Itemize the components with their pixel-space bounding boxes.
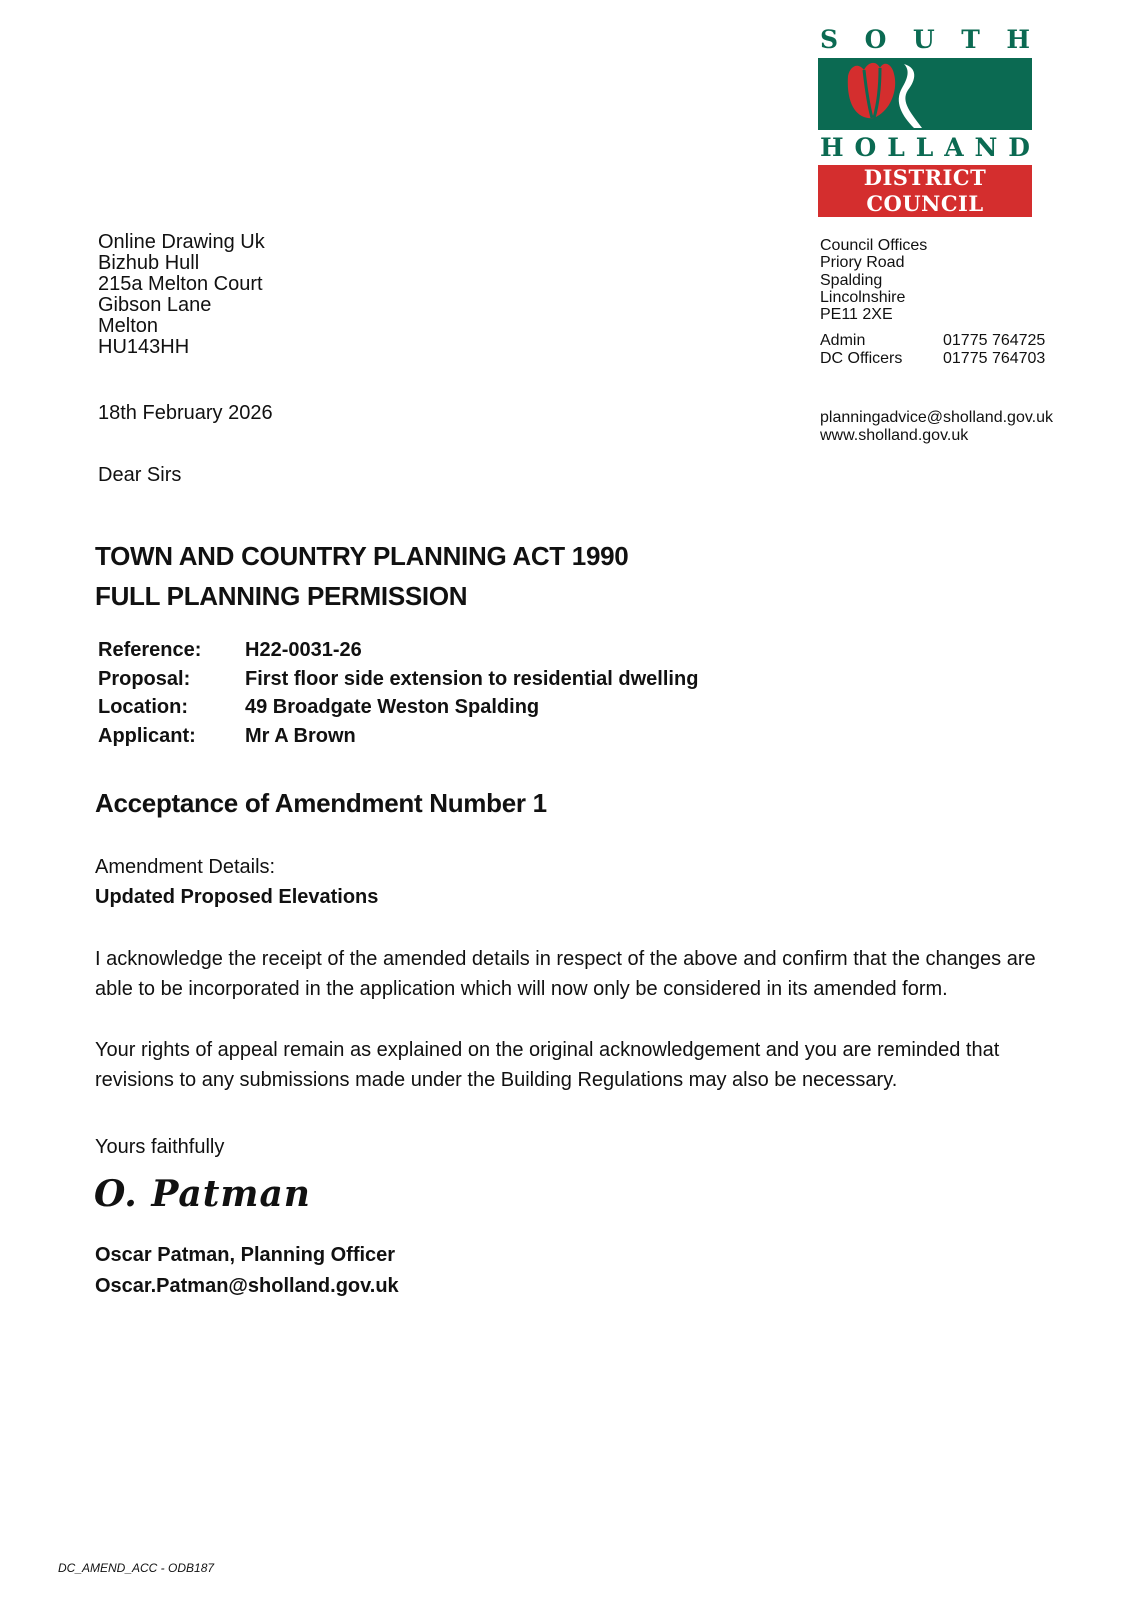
council-address-line: Priory Road (820, 254, 905, 272)
document-code: DC_AMEND_ACC - ODB187 (58, 1561, 215, 1575)
phone-row-dc-officers (820, 350, 1045, 368)
detail-key: Proposal: (98, 667, 191, 690)
permission-title: FULL PLANNING PERMISSION (95, 581, 468, 611)
detail-key: Location: (98, 696, 188, 718)
svg-text:O. Patman: O. Patman (94, 1173, 311, 1215)
phone-number: 01775 764703 (943, 349, 1046, 367)
signer-email: Oscar.Patman@sholland.gov.uk (95, 1275, 399, 1297)
signer-name: Oscar Patman, Planning Officer (95, 1244, 396, 1266)
detail-value: 49 Broadgate Weston Spalding (245, 696, 540, 718)
salutation: Dear Sirs (98, 464, 182, 486)
detail-row (98, 725, 698, 754)
signature-image (92, 1170, 311, 1218)
council-email: planningadvice@sholland.gov.uk (820, 409, 1053, 426)
phone-label: DC Officers (820, 349, 903, 367)
detail-key: Reference: (98, 639, 202, 661)
logo-holland: H O L L A N D (820, 133, 1030, 162)
detail-row (98, 696, 698, 725)
detail-value: H22-0031-26 (245, 639, 362, 661)
body-paragraph-1: I acknowledge the receipt of the amended details in respect of the above and confirm that the changes are able to be incorporated in the application which will now only be considered in its amended form. (95, 948, 1036, 1000)
amendment-value: Updated Proposed Elevations (95, 886, 379, 908)
address-line: Bizhub Hull (98, 252, 200, 274)
address-line: HU143HH (98, 336, 190, 358)
address-line: 215a Melton Court (98, 273, 263, 295)
phone-number: 01775 764725 (943, 332, 1046, 349)
letter-date: 18th February 2026 (98, 402, 273, 424)
logo-district-council: DISTRICT COUNCIL (818, 165, 1032, 217)
recipient-address (98, 232, 265, 358)
council-logo (818, 26, 1032, 217)
detail-row (98, 639, 698, 668)
logo-south: S O U T H (820, 25, 1030, 54)
detail-value: First floor side extension to residential dwelling (245, 667, 699, 690)
council-website: www.sholland.gov.uk (820, 426, 969, 444)
phone-numbers (820, 332, 1045, 367)
letter-title (95, 536, 628, 616)
amendment-heading: Acceptance of Amendment Number 1 (95, 788, 547, 818)
council-address-line: Spalding (820, 271, 883, 289)
council-contact (820, 409, 1053, 444)
council-address-line: Lincolnshire (820, 288, 906, 306)
detail-key: Applicant: (98, 724, 196, 747)
council-address-line: PE11 2XE (820, 306, 893, 324)
address-line: Gibson Lane (98, 294, 212, 316)
tulip-icon (818, 58, 1032, 130)
council-address-line: Council Offices (820, 237, 928, 254)
phone-row-admin (820, 332, 1045, 350)
detail-row (98, 668, 698, 697)
tulip-emblem (818, 58, 1032, 130)
closing: Yours faithfully (95, 1136, 225, 1158)
address-line: Online Drawing Uk (98, 231, 265, 253)
phone-label: Admin (820, 332, 866, 349)
address-line: Melton (98, 315, 159, 337)
signature-icon (92, 1170, 311, 1218)
body-paragraph-2: Your rights of appeal remain as explained on the original acknowledgement and you are reminded that revisions to any submissions made under the Building Regulations may also be necessary. (95, 1039, 1000, 1091)
signer-block (95, 1240, 399, 1302)
application-details (98, 639, 698, 753)
detail-value: Mr A Brown (245, 724, 356, 747)
amendment-label: Amendment Details: (95, 856, 276, 878)
council-address (820, 237, 927, 323)
act-title: TOWN AND COUNTRY PLANNING ACT 1990 (95, 541, 629, 571)
